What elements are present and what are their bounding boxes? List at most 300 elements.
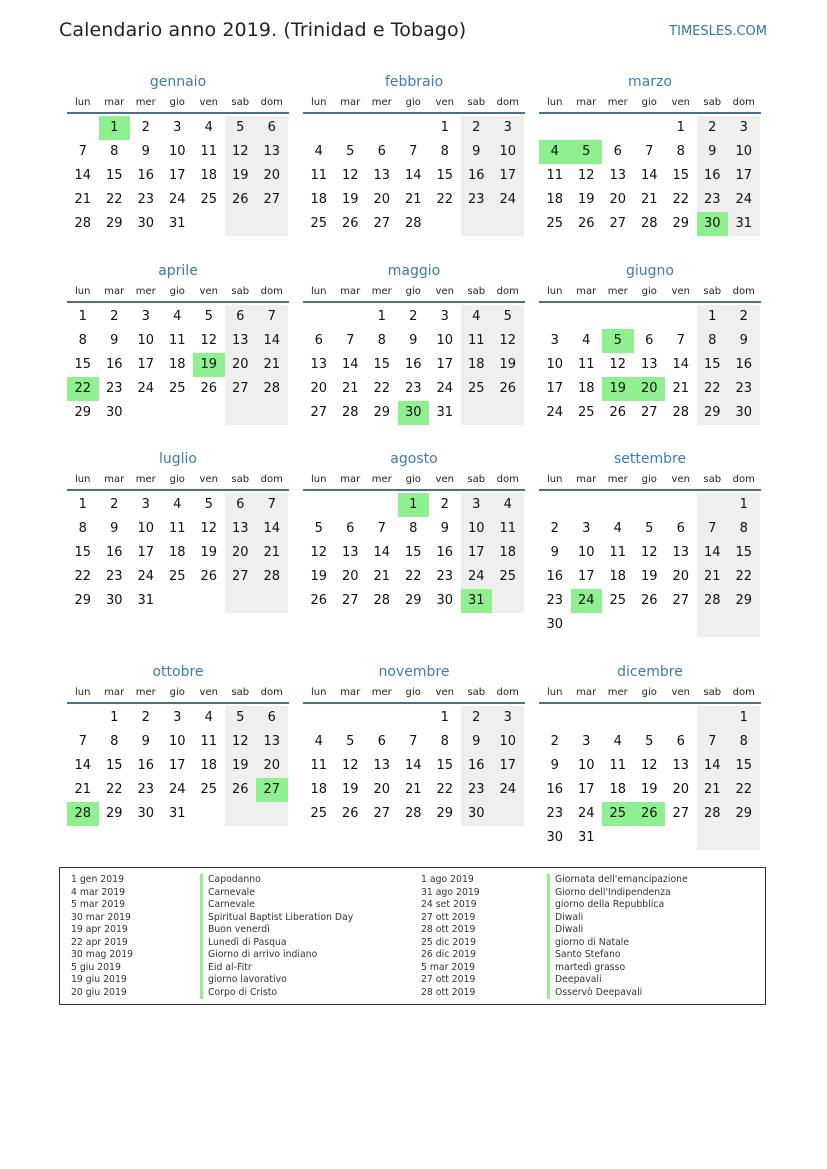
day-cell: 13: [373, 168, 391, 183]
day-cell: 20: [373, 782, 391, 797]
weekday-label: ven: [199, 97, 218, 108]
month-novembre: [303, 661, 525, 826]
day-cell: 20: [373, 192, 391, 207]
day-cell: 6: [377, 734, 386, 749]
day-cell: 21: [373, 569, 391, 584]
day-cell: 18: [200, 758, 218, 773]
month-name: giugno: [626, 263, 674, 279]
legend-date: 20 giu 2019: [71, 986, 127, 998]
weekday-label: gio: [169, 97, 185, 108]
day-cell: 19: [640, 569, 658, 584]
day-cell: 4: [314, 734, 323, 749]
day-cell: 22: [74, 569, 92, 584]
day-cell: 13: [225, 517, 257, 541]
day-grid: [539, 116, 761, 236]
day-cell: 12: [225, 730, 257, 754]
empty-cell: [162, 589, 194, 613]
empty-cell: [335, 493, 367, 517]
empty-cell: [492, 212, 524, 236]
day-cell: 8: [440, 734, 449, 749]
weekday-label: mer: [135, 97, 156, 108]
weekday-label: gio: [641, 97, 657, 108]
day-cell: 15: [728, 754, 760, 778]
empty-cell: [398, 116, 430, 140]
day-cell: 18: [200, 168, 218, 183]
holiday-legend: [59, 867, 766, 1005]
weekday-label: mer: [607, 474, 628, 485]
day-cell: 4: [173, 497, 182, 512]
legend-right-dates: [421, 874, 480, 999]
day-cell: 26: [341, 216, 359, 231]
month-name: ottobre: [152, 664, 204, 680]
day-grid: [303, 493, 525, 613]
legend-date: 4 mar 2019: [71, 886, 126, 898]
day-grid: [303, 305, 525, 425]
day-cell: 6: [377, 144, 386, 159]
holiday-day-cell: 19: [193, 353, 225, 377]
legend-date: 30 mar 2019: [71, 911, 131, 923]
empty-cell: [571, 116, 603, 140]
month-aprile: [67, 260, 289, 425]
day-cell: 17: [137, 357, 155, 372]
day-cell: 14: [341, 357, 359, 372]
empty-cell: [256, 589, 288, 613]
day-cell: 28: [404, 806, 422, 821]
weekday-header: [67, 94, 289, 114]
legend-holiday-name: Deepavali: [547, 974, 688, 987]
day-cell: 16: [404, 357, 422, 372]
day-cell: 19: [341, 192, 359, 207]
empty-cell: [665, 706, 697, 730]
day-cell: 6: [225, 493, 257, 517]
weekday-label: lun: [75, 687, 91, 698]
day-cell: 14: [256, 329, 288, 353]
day-cell: 30: [436, 593, 454, 608]
day-cell: 26: [200, 381, 218, 396]
day-cell: 7: [409, 144, 418, 159]
day-cell: 7: [377, 521, 386, 536]
empty-cell: [634, 826, 666, 850]
month-luglio: [67, 448, 289, 613]
day-cell: 7: [256, 305, 288, 329]
day-cell: 4: [613, 734, 622, 749]
day-cell: 21: [697, 565, 729, 589]
weekday-label: lun: [311, 97, 327, 108]
day-cell: 3: [492, 116, 524, 140]
month-name: agosto: [390, 451, 438, 467]
day-cell: 27: [225, 565, 257, 589]
legend-holiday-name: Lunedì di Pasqua: [200, 937, 353, 950]
empty-cell: [492, 802, 524, 826]
day-cell: 23: [461, 188, 493, 212]
legend-date: 28 ott 2019: [421, 924, 476, 935]
legend-date: 24 set 2019: [421, 899, 477, 910]
day-cell: 19: [341, 782, 359, 797]
holiday-day-cell: 1: [99, 116, 131, 140]
day-cell: 12: [577, 168, 595, 183]
month-giugno: [539, 260, 761, 425]
month-name: novembre: [378, 664, 450, 680]
weekday-label: sab: [467, 286, 486, 297]
legend-holiday-name: giorno lavorativo: [200, 974, 353, 987]
day-cell: 1: [440, 120, 449, 135]
day-cell: 26: [200, 569, 218, 584]
day-cell: 5: [225, 116, 257, 140]
day-grid: [67, 116, 289, 236]
weekday-label: gio: [405, 687, 421, 698]
day-cell: 30: [546, 617, 564, 632]
day-cell: 25: [310, 806, 328, 821]
day-cell: 27: [341, 593, 359, 608]
day-cell: 9: [141, 144, 150, 159]
day-cell: 28: [74, 216, 92, 231]
day-cell: 18: [609, 782, 627, 797]
day-cell: 14: [404, 758, 422, 773]
day-cell: 22: [697, 377, 729, 401]
day-cell: 10: [461, 517, 493, 541]
day-cell: 28: [697, 802, 729, 826]
day-cell: 14: [672, 357, 690, 372]
empty-cell: [539, 493, 571, 517]
day-cell: 16: [546, 569, 564, 584]
day-cell: 10: [546, 357, 564, 372]
day-cell: 18: [546, 192, 564, 207]
day-cell: 11: [168, 333, 186, 348]
weekday-label: ven: [199, 286, 218, 297]
day-cell: 22: [105, 782, 123, 797]
day-cell: 7: [645, 144, 654, 159]
day-cell: 10: [492, 140, 524, 164]
day-cell: 5: [645, 734, 654, 749]
day-cell: 31: [137, 593, 155, 608]
weekday-label: sab: [703, 286, 722, 297]
weekday-label: dom: [260, 97, 283, 108]
empty-cell: [602, 493, 634, 517]
day-cell: 12: [200, 521, 218, 536]
day-cell: 26: [492, 377, 524, 401]
day-cell: 26: [225, 778, 257, 802]
weekday-label: dom: [496, 474, 519, 485]
day-cell: 10: [137, 521, 155, 536]
day-cell: 20: [256, 164, 288, 188]
empty-cell: [634, 493, 666, 517]
holiday-day-cell: 26: [634, 802, 666, 826]
day-cell: 23: [137, 782, 155, 797]
day-cell: 20: [310, 381, 328, 396]
day-cell: 18: [168, 545, 186, 560]
empty-cell: [461, 401, 493, 425]
day-cell: 20: [672, 782, 690, 797]
day-cell: 27: [609, 216, 627, 231]
weekday-label: mar: [104, 474, 125, 485]
day-cell: 13: [672, 545, 690, 560]
day-cell: 8: [676, 144, 685, 159]
weekday-label: mar: [576, 286, 597, 297]
empty-cell: [634, 116, 666, 140]
day-cell: 7: [78, 144, 87, 159]
day-cell: 30: [137, 216, 155, 231]
day-cell: 26: [225, 188, 257, 212]
weekday-header: [67, 471, 289, 491]
day-cell: 13: [256, 730, 288, 754]
day-cell: 1: [110, 710, 119, 725]
legend-date: 19 giu 2019: [71, 974, 127, 985]
day-cell: 2: [697, 116, 729, 140]
day-cell: 3: [582, 734, 591, 749]
day-cell: 13: [341, 545, 359, 560]
empty-cell: [492, 401, 524, 425]
month-name: febbraio: [384, 74, 444, 90]
day-cell: 28: [341, 405, 359, 420]
day-cell: 29: [74, 593, 92, 608]
weekday-label: mer: [607, 286, 628, 297]
day-cell: 18: [492, 541, 524, 565]
day-cell: 24: [492, 778, 524, 802]
month-name: aprile: [158, 263, 198, 279]
day-cell: 8: [78, 333, 87, 348]
day-cell: 31: [168, 216, 186, 231]
legend-date: 5 mar 2019: [71, 899, 126, 910]
day-cell: 27: [373, 216, 391, 231]
day-cell: 8: [409, 521, 418, 536]
day-cell: 21: [74, 782, 92, 797]
empty-cell: [602, 305, 634, 329]
day-cell: 8: [728, 517, 760, 541]
empty-cell: [193, 589, 225, 613]
empty-cell: [256, 401, 288, 425]
weekday-header: [539, 94, 761, 114]
day-cell: 11: [310, 168, 328, 183]
day-cell: 15: [672, 168, 690, 183]
month-ottobre: [67, 661, 289, 826]
day-cell: 11: [492, 517, 524, 541]
day-cell: 28: [697, 589, 729, 613]
month-dicembre: [539, 661, 761, 850]
day-cell: 15: [74, 357, 92, 372]
day-cell: 6: [676, 521, 685, 536]
day-cell: 5: [492, 305, 524, 329]
weekday-label: ven: [199, 687, 218, 698]
day-cell: 13: [225, 329, 257, 353]
weekday-label: lun: [75, 474, 91, 485]
day-cell: 30: [546, 830, 564, 845]
day-cell: 3: [550, 333, 559, 348]
weekday-label: lun: [311, 286, 327, 297]
day-cell: 19: [310, 569, 328, 584]
legend-date: 1 ago 2019: [421, 874, 474, 885]
legend-date: 31 ago 2019: [421, 886, 480, 898]
day-cell: 3: [461, 493, 493, 517]
day-cell: 3: [141, 497, 150, 512]
legend-holiday-name: giorno della Repubblica: [547, 899, 688, 912]
weekday-label: gio: [405, 97, 421, 108]
weekday-header: [539, 283, 761, 303]
day-cell: 10: [168, 734, 186, 749]
day-cell: 5: [346, 734, 355, 749]
day-cell: 29: [74, 405, 92, 420]
day-cell: 8: [377, 333, 386, 348]
empty-cell: [665, 826, 697, 850]
day-cell: 7: [697, 730, 729, 754]
day-cell: 21: [404, 192, 422, 207]
empty-cell: [335, 706, 367, 730]
legend-holiday-name: giorno di Natale: [547, 937, 688, 950]
day-cell: 15: [436, 758, 454, 773]
day-cell: 1: [440, 710, 449, 725]
day-cell: 8: [728, 730, 760, 754]
day-cell: 23: [436, 569, 454, 584]
weekday-label: sab: [703, 687, 722, 698]
empty-cell: [602, 116, 634, 140]
day-cell: 29: [728, 802, 760, 826]
weekday-header: [67, 684, 289, 704]
legend-date: 26 dic 2019: [421, 949, 476, 960]
day-cell: 22: [404, 569, 422, 584]
weekday-label: gio: [405, 474, 421, 485]
day-cell: 15: [728, 541, 760, 565]
day-cell: 28: [404, 216, 422, 231]
day-cell: 12: [640, 545, 658, 560]
day-cell: 17: [492, 754, 524, 778]
day-cell: 12: [341, 168, 359, 183]
weekday-label: lun: [547, 687, 563, 698]
day-cell: 6: [256, 116, 288, 140]
brand-link[interactable]: TIMESLES.COM: [669, 24, 767, 39]
weekday-label: lun: [75, 286, 91, 297]
legend-date: 30 mag 2019: [71, 949, 134, 960]
weekday-label: dom: [496, 97, 519, 108]
month-gennaio: [67, 71, 289, 236]
day-cell: 1: [676, 120, 685, 135]
day-cell: 16: [436, 545, 454, 560]
holiday-day-cell: 24: [571, 589, 603, 613]
weekday-label: mer: [135, 687, 156, 698]
day-cell: 8: [110, 734, 119, 749]
day-cell: 2: [440, 497, 449, 512]
weekday-label: mar: [340, 474, 361, 485]
day-cell: 4: [204, 710, 213, 725]
weekday-label: gio: [169, 286, 185, 297]
day-cell: 7: [409, 734, 418, 749]
day-cell: 24: [137, 569, 155, 584]
day-cell: 22: [436, 192, 454, 207]
holiday-day-cell: 30: [398, 401, 430, 425]
day-cell: 9: [550, 545, 559, 560]
day-cell: 25: [200, 782, 218, 797]
day-cell: 23: [105, 381, 123, 396]
weekday-label: mar: [340, 286, 361, 297]
weekday-label: gio: [641, 687, 657, 698]
empty-cell: [335, 305, 367, 329]
day-cell: 24: [436, 381, 454, 396]
day-cell: 9: [440, 521, 449, 536]
day-cell: 26: [577, 216, 595, 231]
day-cell: 12: [310, 545, 328, 560]
month-febbraio: [303, 71, 525, 236]
day-grid: [67, 493, 289, 613]
weekday-header: [303, 283, 525, 303]
day-cell: 11: [461, 329, 493, 353]
weekday-label: mar: [104, 286, 125, 297]
day-cell: 2: [461, 706, 493, 730]
weekday-label: gio: [169, 687, 185, 698]
day-cell: 16: [105, 357, 123, 372]
day-grid: [303, 706, 525, 826]
day-cell: 21: [697, 778, 729, 802]
empty-cell: [634, 305, 666, 329]
day-cell: 3: [582, 521, 591, 536]
empty-cell: [539, 305, 571, 329]
weekday-label: sab: [467, 687, 486, 698]
day-cell: 25: [310, 216, 328, 231]
legend-holiday-name: martedì grasso: [547, 962, 688, 975]
day-cell: 2: [461, 116, 493, 140]
day-cell: 15: [105, 758, 123, 773]
day-cell: 16: [728, 353, 760, 377]
empty-cell: [429, 212, 461, 236]
weekday-label: sab: [703, 97, 722, 108]
day-cell: 4: [173, 309, 182, 324]
page-title: Calendario anno 2019. (Trinidad e Tobago): [59, 19, 467, 41]
legend-date: 27 ott 2019: [421, 974, 476, 985]
legend-holiday-name: Spiritual Baptist Liberation Day: [200, 912, 353, 925]
empty-cell: [130, 401, 162, 425]
day-cell: 16: [137, 758, 155, 773]
day-cell: 31: [577, 830, 595, 845]
empty-cell: [225, 589, 257, 613]
holiday-day-cell: 20: [634, 377, 666, 401]
empty-cell: [571, 613, 603, 637]
day-cell: 23: [404, 381, 422, 396]
legend-date: 25 dic 2019: [421, 936, 476, 948]
day-cell: 14: [74, 168, 92, 183]
day-cell: 3: [173, 120, 182, 135]
day-cell: 22: [105, 192, 123, 207]
day-cell: 9: [461, 140, 493, 164]
month-marzo: [539, 71, 761, 236]
day-cell: 5: [645, 521, 654, 536]
weekday-label: dom: [260, 286, 283, 297]
day-cell: 17: [168, 168, 186, 183]
day-cell: 18: [310, 192, 328, 207]
day-cell: 27: [256, 188, 288, 212]
day-cell: 1: [697, 305, 729, 329]
day-cell: 20: [609, 192, 627, 207]
day-cell: 25: [492, 565, 524, 589]
day-cell: 10: [728, 140, 760, 164]
day-cell: 5: [204, 497, 213, 512]
day-cell: 30: [461, 802, 493, 826]
day-cell: 27: [672, 806, 690, 821]
empty-cell: [492, 589, 524, 613]
weekday-label: sab: [467, 97, 486, 108]
day-cell: 22: [436, 782, 454, 797]
month-agosto: [303, 448, 525, 613]
month-name: dicembre: [617, 664, 683, 680]
day-cell: 26: [609, 405, 627, 420]
empty-cell: [728, 826, 760, 850]
day-cell: 4: [613, 521, 622, 536]
day-cell: 18: [168, 357, 186, 372]
day-cell: 16: [461, 164, 493, 188]
empty-cell: [303, 305, 335, 329]
day-cell: 4: [204, 120, 213, 135]
weekday-label: lun: [547, 97, 563, 108]
day-cell: 15: [436, 168, 454, 183]
day-cell: 26: [310, 593, 328, 608]
day-cell: 1: [377, 309, 386, 324]
empty-cell: [634, 706, 666, 730]
